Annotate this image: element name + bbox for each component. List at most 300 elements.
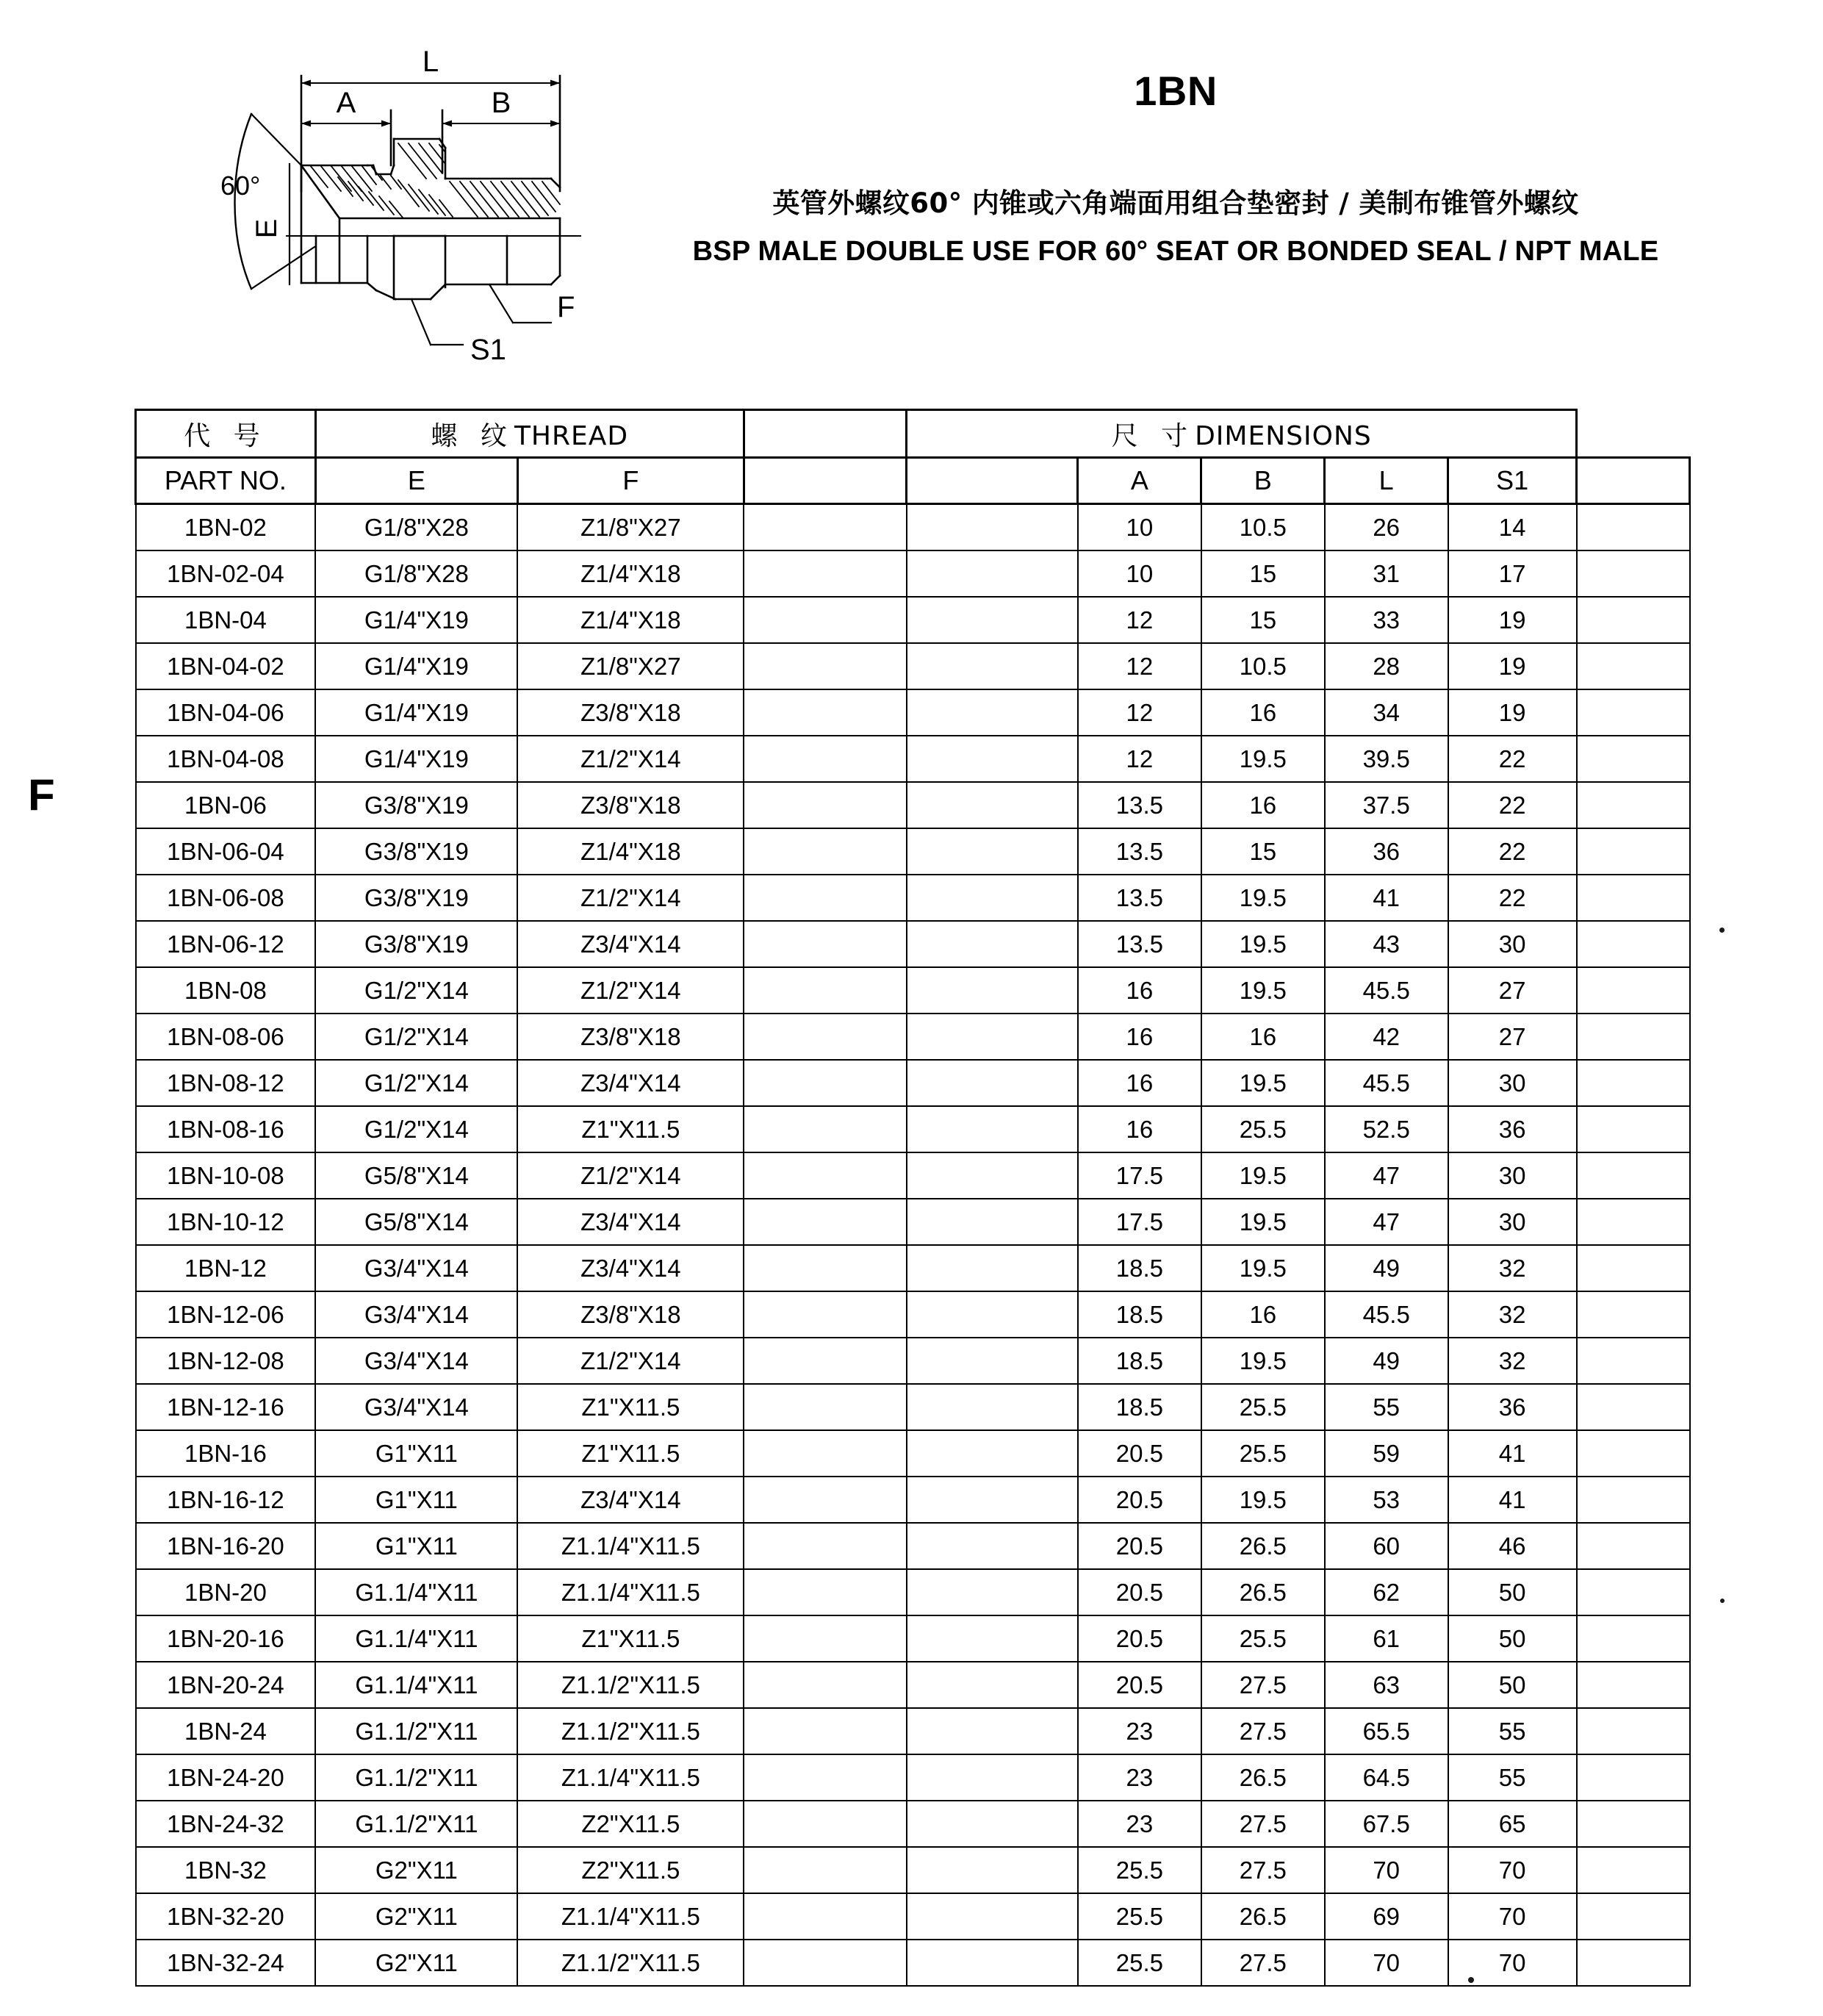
cell-e: G3/8"X19: [315, 828, 517, 875]
table-row[interactable]: [136, 1338, 1690, 1384]
cell-f: Z1/8"X27: [517, 643, 744, 689]
cell-a: 25.5: [1078, 1940, 1201, 1986]
scan-artifact: [1720, 1599, 1725, 1603]
cell-l: 49: [1325, 1338, 1448, 1384]
cell-part: 1BN-10-12: [136, 1199, 316, 1245]
cell-a: 20.5: [1078, 1662, 1201, 1708]
cell-e: G2"X11: [315, 1847, 517, 1893]
cell-f: Z1.1/2"X11.5: [517, 1940, 744, 1986]
table-row[interactable]: [136, 1569, 1690, 1615]
cell-f: Z3/4"X14: [517, 1199, 744, 1245]
cell-f: Z2"X11.5: [517, 1801, 744, 1847]
cell-s1: 70: [1448, 1893, 1577, 1940]
cell-blank: [744, 1477, 907, 1523]
table-row[interactable]: [136, 1245, 1690, 1291]
cell-part: 1BN-24: [136, 1708, 316, 1754]
cell-l: 49: [1325, 1245, 1448, 1291]
cell-s1: 22: [1448, 736, 1577, 782]
dimension-label-A: A: [336, 87, 356, 119]
cell-blank: [744, 1893, 907, 1940]
header-thread-group: 螺 纹THREAD: [315, 410, 744, 458]
table-row[interactable]: [136, 1430, 1690, 1477]
cell-l: 42: [1325, 1014, 1448, 1060]
cell-e: G1/4"X19: [315, 689, 517, 736]
cell-b: 19.5: [1201, 1477, 1325, 1523]
cell-e: G1"X11: [315, 1430, 517, 1477]
cell-f: Z1.1/4"X11.5: [517, 1893, 744, 1940]
cell-blank: [1577, 689, 1690, 736]
title-block: [617, 70, 1734, 268]
cell-blank: [907, 1615, 1078, 1662]
table-row[interactable]: [136, 736, 1690, 782]
cell-part: 1BN-12-16: [136, 1384, 316, 1430]
cell-a: 23: [1078, 1754, 1201, 1801]
table-row[interactable]: [136, 875, 1690, 921]
cell-f: Z3/8"X18: [517, 1014, 744, 1060]
cell-blank: [1577, 1847, 1690, 1893]
cell-a: 20.5: [1078, 1615, 1201, 1662]
cell-b: 19.5: [1201, 1152, 1325, 1199]
scan-artifact: [1719, 928, 1725, 933]
cell-b: 27.5: [1201, 1940, 1325, 1986]
specification-table: [134, 409, 1691, 1987]
header-col-S1: S1: [1448, 458, 1577, 504]
cell-blank: [1577, 643, 1690, 689]
cell-b: 25.5: [1201, 1384, 1325, 1430]
cell-a: 10: [1078, 550, 1201, 597]
cell-f: Z3/4"X14: [517, 1245, 744, 1291]
scan-artifact: [1468, 1977, 1474, 1983]
cell-blank: [744, 782, 907, 828]
table-row[interactable]: [136, 1847, 1690, 1893]
header-col-blank-b: [907, 458, 1078, 504]
cell-s1: 30: [1448, 1152, 1577, 1199]
table-row[interactable]: [136, 1106, 1690, 1152]
cell-l: 70: [1325, 1847, 1448, 1893]
cell-e: G2"X11: [315, 1893, 517, 1940]
fitting-technical-drawing: [184, 40, 610, 386]
cell-part: 1BN-08-16: [136, 1106, 316, 1152]
cell-a: 13.5: [1078, 782, 1201, 828]
cell-e: G3/4"X14: [315, 1245, 517, 1291]
cell-s1: 50: [1448, 1662, 1577, 1708]
cell-e: G1"X11: [315, 1477, 517, 1523]
cell-blank: [1577, 1708, 1690, 1754]
cell-blank: [1577, 1014, 1690, 1060]
cell-blank: [1577, 1152, 1690, 1199]
cell-s1: 19: [1448, 689, 1577, 736]
cell-l: 45.5: [1325, 967, 1448, 1014]
cell-b: 19.5: [1201, 736, 1325, 782]
cell-blank: [744, 1106, 907, 1152]
subtitle-english: BSP MALE DOUBLE USE FOR 60° SEAT OR BONDED SEAL / NPT MALE: [692, 235, 1659, 267]
table-row[interactable]: [136, 1477, 1690, 1523]
cell-blank: [907, 1662, 1078, 1708]
table-row[interactable]: [136, 550, 1690, 597]
cell-blank: [1577, 921, 1690, 967]
table-row[interactable]: [136, 1152, 1690, 1199]
cell-blank: [1577, 1060, 1690, 1106]
cell-blank: [907, 1291, 1078, 1338]
cell-blank: [744, 1708, 907, 1754]
cell-blank: [744, 1152, 907, 1199]
cell-blank: [744, 1199, 907, 1245]
cell-b: 16: [1201, 689, 1325, 736]
cell-part: 1BN-04: [136, 597, 316, 643]
cell-blank: [744, 736, 907, 782]
table-row[interactable]: [136, 504, 1690, 551]
cell-a: 12: [1078, 643, 1201, 689]
cell-blank: [907, 1384, 1078, 1430]
cell-blank: [1577, 1430, 1690, 1477]
cell-b: 10.5: [1201, 643, 1325, 689]
cell-b: 25.5: [1201, 1106, 1325, 1152]
cell-s1: 50: [1448, 1569, 1577, 1615]
header-dimensions-group: 尺 寸DIMENSIONS: [907, 410, 1577, 458]
cell-a: 13.5: [1078, 921, 1201, 967]
cell-b: 26.5: [1201, 1754, 1325, 1801]
cell-l: 36: [1325, 828, 1448, 875]
cell-blank: [907, 1338, 1078, 1384]
cell-a: 10: [1078, 504, 1201, 551]
cell-blank: [907, 1940, 1078, 1986]
cell-blank: [1577, 550, 1690, 597]
cell-s1: 19: [1448, 597, 1577, 643]
cell-part: 1BN-02-04: [136, 550, 316, 597]
cell-a: 23: [1078, 1801, 1201, 1847]
cell-blank: [1577, 1384, 1690, 1430]
table-row[interactable]: [136, 1291, 1690, 1338]
table-row[interactable]: [136, 967, 1690, 1014]
cell-f: Z1/2"X14: [517, 1338, 744, 1384]
table-header: [136, 410, 1690, 504]
cell-b: 16: [1201, 1291, 1325, 1338]
table-header-sub-row: [136, 458, 1690, 504]
cell-blank: [1577, 782, 1690, 828]
cell-blank: [744, 1847, 907, 1893]
table-row[interactable]: [136, 782, 1690, 828]
cell-blank: [1577, 1893, 1690, 1940]
cell-blank: [1577, 1291, 1690, 1338]
cell-e: G1/2"X14: [315, 967, 517, 1014]
cell-l: 28: [1325, 643, 1448, 689]
cell-blank: [744, 504, 907, 551]
cell-blank: [907, 1152, 1078, 1199]
table-row[interactable]: [136, 1384, 1690, 1430]
cell-a: 20.5: [1078, 1523, 1201, 1569]
cell-blank: [907, 1060, 1078, 1106]
cell-e: G1/2"X14: [315, 1106, 517, 1152]
table-row[interactable]: [136, 1199, 1690, 1245]
cell-blank: [1577, 597, 1690, 643]
cell-b: 19.5: [1201, 875, 1325, 921]
cell-blank: [907, 643, 1078, 689]
cell-blank: [1577, 1615, 1690, 1662]
cell-e: G1/8"X28: [315, 504, 517, 551]
cell-e: G5/8"X14: [315, 1152, 517, 1199]
cell-l: 26: [1325, 504, 1448, 551]
cell-blank: [744, 643, 907, 689]
cell-part: 1BN-04-06: [136, 689, 316, 736]
cell-a: 18.5: [1078, 1384, 1201, 1430]
cell-part: 1BN-16: [136, 1430, 316, 1477]
cell-l: 53: [1325, 1477, 1448, 1523]
cell-s1: 32: [1448, 1338, 1577, 1384]
table-row[interactable]: [136, 1801, 1690, 1847]
cell-f: Z1/2"X14: [517, 736, 744, 782]
cell-part: 1BN-24-32: [136, 1801, 316, 1847]
cell-blank: [907, 1847, 1078, 1893]
table-row[interactable]: [136, 1754, 1690, 1801]
cell-blank: [1577, 1662, 1690, 1708]
cell-a: 13.5: [1078, 875, 1201, 921]
cell-s1: 55: [1448, 1754, 1577, 1801]
cell-l: 33: [1325, 597, 1448, 643]
cell-e: G1.1/4"X11: [315, 1615, 517, 1662]
cell-blank: [907, 828, 1078, 875]
cell-b: 16: [1201, 782, 1325, 828]
cell-a: 16: [1078, 1106, 1201, 1152]
cell-a: 16: [1078, 967, 1201, 1014]
cell-l: 41: [1325, 875, 1448, 921]
table-row[interactable]: [136, 1060, 1690, 1106]
cell-blank: [907, 1106, 1078, 1152]
cell-e: G1/4"X19: [315, 643, 517, 689]
cell-f: Z1/8"X27: [517, 504, 744, 551]
table-row[interactable]: [136, 689, 1690, 736]
cell-l: 61: [1325, 1615, 1448, 1662]
table-row[interactable]: [136, 1662, 1690, 1708]
table-row[interactable]: [136, 1940, 1690, 1986]
cell-l: 34: [1325, 689, 1448, 736]
cell-blank: [1577, 1477, 1690, 1523]
cell-blank: [1577, 967, 1690, 1014]
cell-part: 1BN-06: [136, 782, 316, 828]
cell-f: Z2"X11.5: [517, 1847, 744, 1893]
cell-s1: 27: [1448, 967, 1577, 1014]
cell-s1: 19: [1448, 643, 1577, 689]
cell-blank: [1577, 828, 1690, 875]
cell-s1: 14: [1448, 504, 1577, 551]
cell-part: 1BN-20-24: [136, 1662, 316, 1708]
cell-s1: 22: [1448, 828, 1577, 875]
cell-blank: [744, 597, 907, 643]
cell-s1: 70: [1448, 1940, 1577, 1986]
cell-blank: [744, 875, 907, 921]
cell-blank: [907, 1893, 1078, 1940]
cell-f: Z3/4"X14: [517, 1060, 744, 1106]
cell-l: 67.5: [1325, 1801, 1448, 1847]
cell-part: 1BN-32-20: [136, 1893, 316, 1940]
cell-part: 1BN-10-08: [136, 1152, 316, 1199]
cell-s1: 55: [1448, 1708, 1577, 1754]
cell-blank: [907, 1014, 1078, 1060]
cell-s1: 22: [1448, 875, 1577, 921]
cell-blank: [907, 504, 1078, 551]
table-row[interactable]: [136, 1893, 1690, 1940]
cell-part: 1BN-08-12: [136, 1060, 316, 1106]
cell-f: Z1.1/4"X11.5: [517, 1754, 744, 1801]
header-blank-1: [744, 410, 907, 458]
cell-blank: [744, 1801, 907, 1847]
cell-s1: 70: [1448, 1847, 1577, 1893]
table-row[interactable]: [136, 1615, 1690, 1662]
cell-blank: [744, 1291, 907, 1338]
cell-a: 23: [1078, 1708, 1201, 1754]
cell-e: G1/2"X14: [315, 1014, 517, 1060]
cell-blank: [907, 1245, 1078, 1291]
cell-b: 19.5: [1201, 1338, 1325, 1384]
cell-b: 26.5: [1201, 1893, 1325, 1940]
cell-part: 1BN-08: [136, 967, 316, 1014]
cell-b: 26.5: [1201, 1523, 1325, 1569]
cell-blank: [907, 597, 1078, 643]
cell-b: 27.5: [1201, 1708, 1325, 1754]
cell-f: Z1/4"X18: [517, 550, 744, 597]
cell-b: 19.5: [1201, 967, 1325, 1014]
cell-part: 1BN-04-02: [136, 643, 316, 689]
table-row[interactable]: [136, 1523, 1690, 1569]
cell-l: 45.5: [1325, 1060, 1448, 1106]
cell-b: 19.5: [1201, 921, 1325, 967]
cell-b: 10.5: [1201, 504, 1325, 551]
cell-l: 64.5: [1325, 1754, 1448, 1801]
cell-s1: 36: [1448, 1384, 1577, 1430]
cell-e: G1/4"X19: [315, 736, 517, 782]
cell-e: G3/8"X19: [315, 921, 517, 967]
cell-f: Z1/2"X14: [517, 875, 744, 921]
cell-f: Z1.1/4"X11.5: [517, 1569, 744, 1615]
cell-f: Z3/4"X14: [517, 921, 744, 967]
cell-part: 1BN-24-20: [136, 1754, 316, 1801]
cell-a: 17.5: [1078, 1152, 1201, 1199]
cell-blank: [1577, 1940, 1690, 1986]
cell-a: 25.5: [1078, 1893, 1201, 1940]
cell-s1: 32: [1448, 1291, 1577, 1338]
cell-blank: [744, 1569, 907, 1615]
cell-blank: [907, 1477, 1078, 1523]
cell-l: 60: [1325, 1523, 1448, 1569]
cell-f: Z1/4"X18: [517, 597, 744, 643]
cell-e: G1/2"X14: [315, 1060, 517, 1106]
cell-l: 55: [1325, 1384, 1448, 1430]
cell-blank: [907, 1430, 1078, 1477]
cell-part: 1BN-06-04: [136, 828, 316, 875]
table-row[interactable]: [136, 1708, 1690, 1754]
cell-e: G1.1/4"X11: [315, 1662, 517, 1708]
cell-blank: [744, 1014, 907, 1060]
cell-blank: [1577, 1106, 1690, 1152]
table-body: [136, 504, 1690, 1987]
cell-blank: [744, 1338, 907, 1384]
cell-blank: [744, 1245, 907, 1291]
table-header-group-row: [136, 410, 1690, 458]
cell-l: 65.5: [1325, 1708, 1448, 1754]
header-col-blank-a: [744, 458, 907, 504]
cell-s1: 30: [1448, 1060, 1577, 1106]
page-title: 1BN: [1134, 68, 1218, 114]
cell-part: 1BN-04-08: [136, 736, 316, 782]
cell-s1: 36: [1448, 1106, 1577, 1152]
cell-part: 1BN-06-08: [136, 875, 316, 921]
cell-e: G3/8"X19: [315, 782, 517, 828]
table-row[interactable]: [136, 921, 1690, 967]
cell-blank: [744, 1754, 907, 1801]
dimension-label-B: B: [491, 87, 511, 119]
table-row[interactable]: [136, 828, 1690, 875]
cell-blank: [744, 1615, 907, 1662]
cell-b: 19.5: [1201, 1199, 1325, 1245]
cell-blank: [744, 828, 907, 875]
cell-b: 27.5: [1201, 1801, 1325, 1847]
cell-a: 12: [1078, 689, 1201, 736]
cell-e: G3/4"X14: [315, 1338, 517, 1384]
cell-l: 52.5: [1325, 1106, 1448, 1152]
cell-s1: 41: [1448, 1430, 1577, 1477]
header-col-B: B: [1201, 458, 1325, 504]
page-section-marker: F: [28, 770, 55, 819]
cell-e: G1/8"X28: [315, 550, 517, 597]
cell-e: G1"X11: [315, 1523, 517, 1569]
cell-f: Z1"X11.5: [517, 1615, 744, 1662]
cell-b: 15: [1201, 550, 1325, 597]
cell-part: 1BN-12: [136, 1245, 316, 1291]
cell-blank: [1577, 504, 1690, 551]
cell-blank: [1577, 875, 1690, 921]
cell-e: G1.1/2"X11: [315, 1801, 517, 1847]
cell-l: 43: [1325, 921, 1448, 967]
cell-blank: [907, 689, 1078, 736]
cell-blank: [744, 1940, 907, 1986]
cell-blank: [1577, 1569, 1690, 1615]
cell-l: 45.5: [1325, 1291, 1448, 1338]
cell-f: Z1.1/2"X11.5: [517, 1708, 744, 1754]
table-row[interactable]: [136, 1014, 1690, 1060]
cell-part: 1BN-32-24: [136, 1940, 316, 1986]
cell-blank: [907, 967, 1078, 1014]
cell-l: 31: [1325, 550, 1448, 597]
cell-blank: [907, 921, 1078, 967]
cell-a: 20.5: [1078, 1569, 1201, 1615]
header-col-A: A: [1078, 458, 1201, 504]
cell-b: 26.5: [1201, 1569, 1325, 1615]
cell-f: Z1/4"X18: [517, 828, 744, 875]
cell-f: Z3/4"X14: [517, 1477, 744, 1523]
cell-part: 1BN-12-08: [136, 1338, 316, 1384]
cell-blank: [907, 1199, 1078, 1245]
cell-blank: [907, 1523, 1078, 1569]
cell-a: 16: [1078, 1060, 1201, 1106]
cell-a: 16: [1078, 1014, 1201, 1060]
header-col-E: E: [315, 458, 517, 504]
fitting-drawing-svg: [184, 40, 610, 386]
cell-blank: [744, 1523, 907, 1569]
cell-blank: [744, 1430, 907, 1477]
cell-e: G3/8"X19: [315, 875, 517, 921]
table-row[interactable]: [136, 597, 1690, 643]
cell-part: 1BN-06-12: [136, 921, 316, 967]
cell-blank: [744, 1060, 907, 1106]
cell-s1: 41: [1448, 1477, 1577, 1523]
specification-table-container: [134, 409, 1691, 1987]
cell-b: 16: [1201, 1014, 1325, 1060]
table-row[interactable]: [136, 643, 1690, 689]
cell-blank: [907, 736, 1078, 782]
cell-blank: [907, 1801, 1078, 1847]
cell-b: 15: [1201, 597, 1325, 643]
cell-blank: [907, 1569, 1078, 1615]
cell-b: 27.5: [1201, 1662, 1325, 1708]
